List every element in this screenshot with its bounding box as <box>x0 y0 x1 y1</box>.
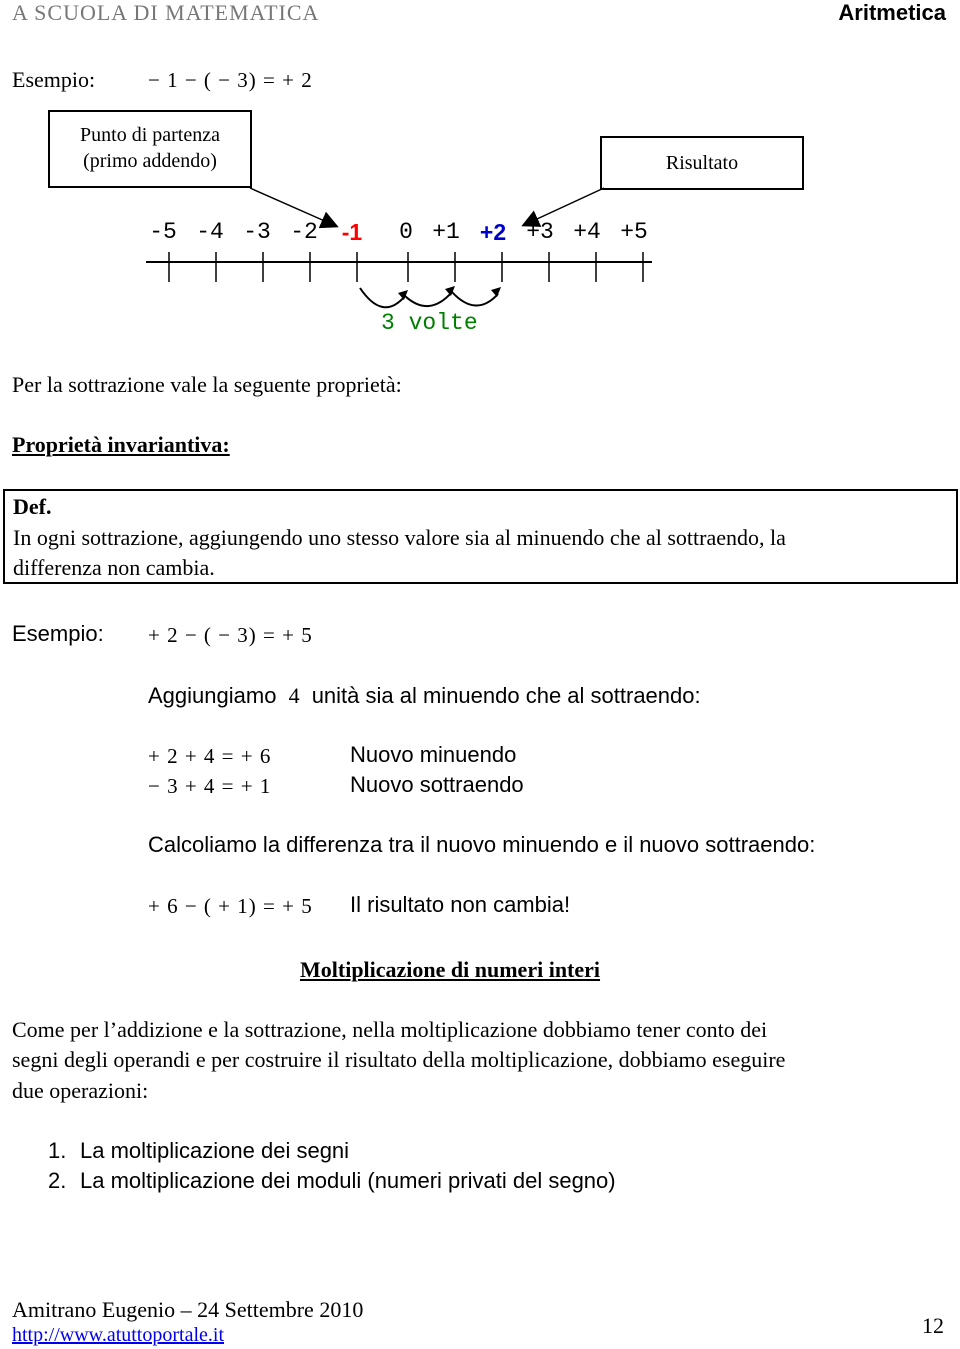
example2-add-text <box>148 683 701 709</box>
example2-label: Esempio: <box>12 621 104 646</box>
tick-label: -4 <box>196 219 224 245</box>
tick-label: -2 <box>290 219 318 245</box>
jump-arcs <box>360 288 498 307</box>
final-expression: + 6 − ( + 1) = + 5 <box>148 894 313 918</box>
paragraph-line1: Come per l’addizione e la sottrazione, nella moltiplicazione dobbiamo tener conto dei <box>12 1017 768 1042</box>
footer-author: Amitrano Eugenio – 24 Settembre 2010 <box>12 1297 364 1322</box>
definition-line2: differenza non cambia. <box>13 555 215 580</box>
add-text-pre: Aggiungiamo <box>148 683 277 708</box>
new-subtrahend-expr: − 3 + 4 = + 1 <box>148 774 272 798</box>
tick-label-result: +2 <box>479 219 507 245</box>
definition-box <box>3 489 958 584</box>
paragraph-line3: due operazioni: <box>12 1078 149 1103</box>
definition-label: Def. <box>13 494 52 519</box>
tick-label: +1 <box>432 219 460 245</box>
tick-label: +3 <box>526 219 554 245</box>
section-title: Moltiplicazione di numeri interi <box>300 957 601 982</box>
new-subtrahend-note: Nuovo sottraendo <box>350 772 524 797</box>
example1-label: Esempio: <box>12 67 96 92</box>
result-box-label: Risultato <box>665 152 739 174</box>
list-item-text: La moltiplicazione dei moduli (numeri privati del segno) <box>80 1168 616 1193</box>
calc-text: Calcoliamo la differenza tra il nuovo minuendo e il nuovo sottraendo: <box>148 832 816 857</box>
paragraph-line2: segni degli operandi e per costruire il risultato della moltiplicazione, dobbiamo eseguire <box>12 1047 786 1072</box>
tick-label: +4 <box>573 219 601 245</box>
new-minuend-note: Nuovo minuendo <box>350 742 517 767</box>
start-box-line2: (primo addendo) <box>83 150 217 172</box>
definition-line1: In ogni sottrazione, aggiungendo uno stesso valore sia al minuendo che al sottraendo, la <box>13 525 786 550</box>
add-value: 4 <box>288 683 300 708</box>
add-text-post: unità sia al minuendo che al sottraendo: <box>311 683 701 708</box>
example1-expression: − 1 − ( − 3) = + 2 <box>148 68 313 92</box>
number-line-ticks <box>169 252 643 282</box>
tick-label: 0 <box>399 219 413 245</box>
tick-label: -3 <box>243 219 271 245</box>
list-item-number: 2. <box>48 1168 67 1193</box>
tick-label-start: -1 <box>341 219 363 245</box>
property-intro: Per la sottrazione vale la seguente proprietà: <box>12 372 402 397</box>
jumps-label: 3 volte <box>381 310 478 336</box>
property-title: Proprietà invariantiva: <box>12 432 230 457</box>
footer-url-link[interactable]: http://www.atuttoportale.it <box>12 1324 225 1346</box>
page-number: 12 <box>922 1313 944 1338</box>
header-topic: Aritmetica <box>838 0 946 25</box>
final-note: Il risultato non cambia! <box>350 892 571 917</box>
new-minuend-expr: + 2 + 4 = + 6 <box>148 744 272 768</box>
tick-label: +5 <box>620 219 648 245</box>
header-subject: A SCUOLA DI MATEMATICA <box>12 0 320 25</box>
list-item-text: La moltiplicazione dei segni <box>80 1138 350 1163</box>
number-line-diagram <box>0 0 960 340</box>
list-item-number: 1. <box>48 1138 67 1163</box>
tick-label: -5 <box>149 219 177 245</box>
example2-expression: + 2 − ( − 3) = + 5 <box>148 623 313 647</box>
jump-arrowheads <box>398 286 501 300</box>
start-box-line1: Punto di partenza <box>80 124 220 146</box>
